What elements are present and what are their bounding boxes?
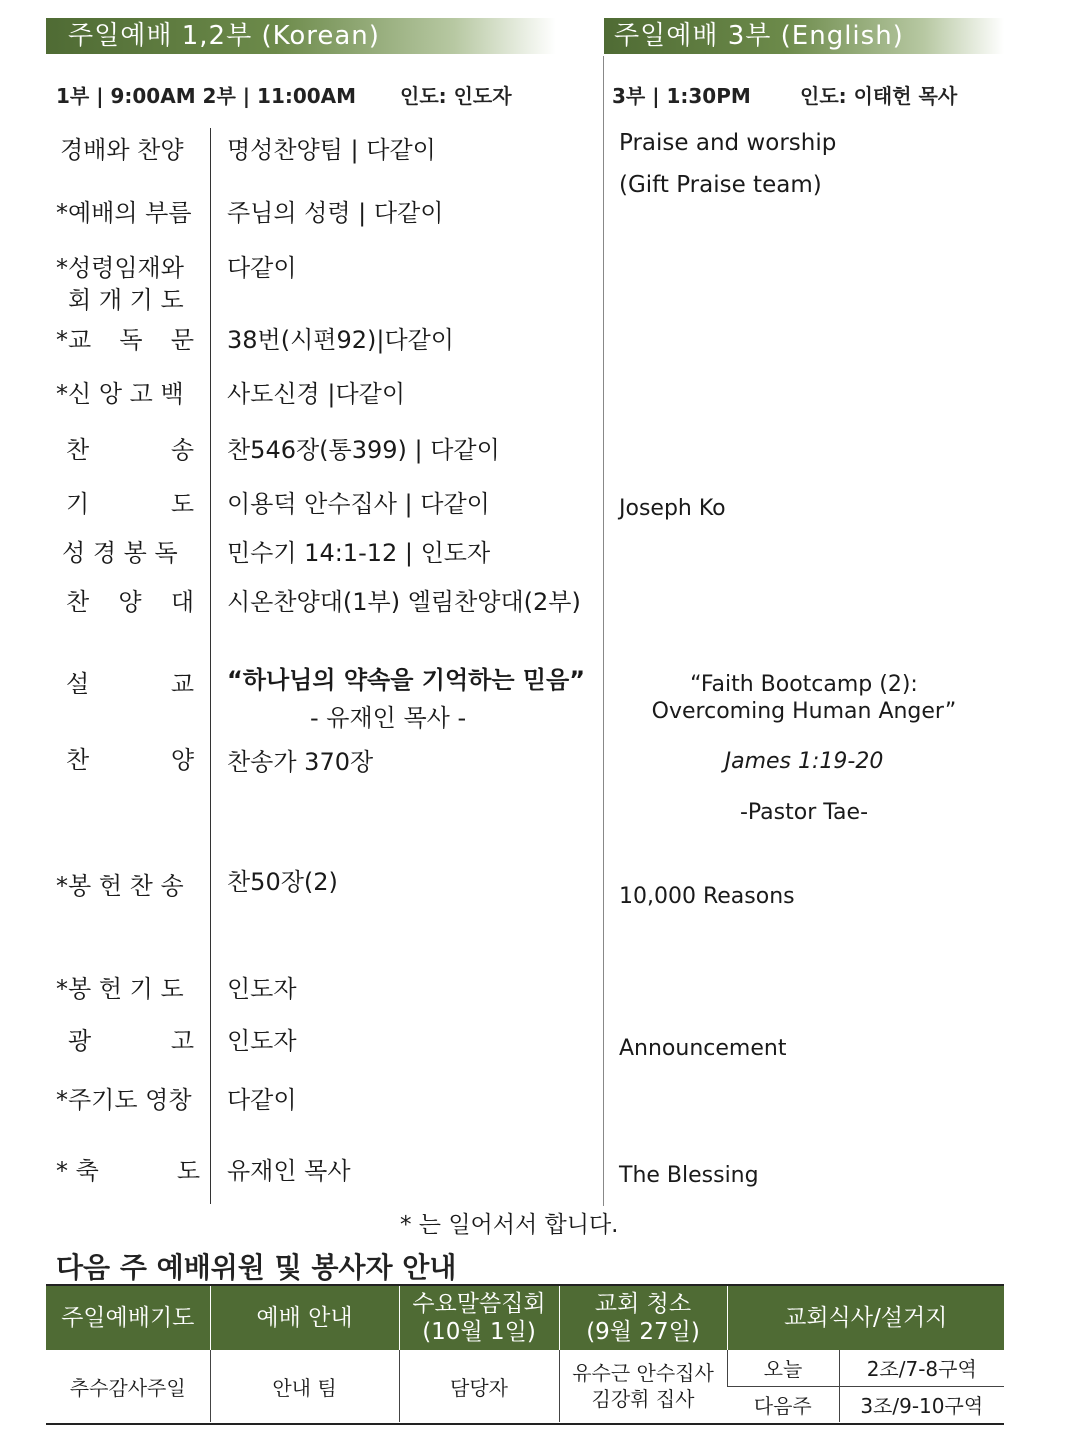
wednesday-cell: 담당자 <box>399 1350 559 1422</box>
english-praise-team: (Gift Praise team) <box>619 172 822 198</box>
english-blessing: The Blessing <box>619 1163 759 1188</box>
next-week-title: 다음 주 예배위원 및 봉사자 안내 <box>56 1251 457 1284</box>
today-value: 2조/7-8구역 <box>839 1350 1004 1386</box>
header-usher: 예배 안내 <box>210 1286 399 1350</box>
order-value: 명성찬양팀 | 다같이 <box>227 136 436 164</box>
order-label: 찬 송 <box>66 436 194 464</box>
english-praise: Praise and worship <box>619 130 837 156</box>
order-value: 사도신경 |다같이 <box>227 380 406 408</box>
english-prayer: Joseph Ko <box>619 496 726 521</box>
english-announcement: Announcement <box>619 1036 787 1061</box>
english-leader: 인도: 이태헌 목사 <box>800 84 958 108</box>
order-value: 시온찬양대(1부) 엘림찬양대(2부) <box>227 588 581 616</box>
order-label: 기 도 <box>66 490 194 518</box>
table-bottom-border <box>46 1423 1004 1425</box>
order-value: 38번(시편92)|다같이 <box>227 326 454 354</box>
korean-leader: 인도: 인도자 <box>400 84 512 108</box>
next-value: 3조/9-10구역 <box>839 1386 1004 1422</box>
english-service-time: 3부 | 1:30PM <box>612 84 751 108</box>
english-service-header: 주일예배 3부 (English) <box>604 18 1004 54</box>
korean-service-header: 주일예배 1,2부 (Korean) <box>46 18 556 54</box>
order-value: 유재인 목사 <box>227 1157 351 1185</box>
order-label: 성 경 봉 독 <box>62 539 178 567</box>
table-header-row <box>46 1286 1004 1350</box>
order-label: 회 개 기 도 <box>68 286 184 314</box>
sermon-title: “하나님의 약속을 기억하는 믿음” <box>227 666 586 694</box>
order-label: 설 교 <box>66 670 194 698</box>
order-label: *성령임재와 <box>56 254 184 282</box>
today-label: 오늘 <box>727 1350 839 1386</box>
label-divider <box>210 128 211 1204</box>
english-scripture: James 1:19-20 <box>724 749 884 774</box>
english-offering: 10,000 Reasons <box>619 884 795 909</box>
order-label: *주기도 영창 <box>56 1086 192 1114</box>
column-divider <box>603 56 604 1206</box>
table-row <box>46 1350 1004 1386</box>
volunteer-table <box>46 1286 1004 1422</box>
order-value: 찬546장(통399) | 다같이 <box>227 436 500 464</box>
sermon-preacher: - 유재인 목사 - <box>310 704 467 732</box>
header-wednesday: 수요말씀집회 (10월 1일) <box>399 1286 559 1350</box>
order-label: * 축 도 <box>56 1157 200 1185</box>
order-label: *봉 헌 찬 송 <box>56 872 184 900</box>
header-sunday-prayer: 주일예배기도 <box>46 1286 210 1350</box>
korean-service-times: 1부 | 9:00AM 2부 | 11:00AM <box>56 84 357 108</box>
order-value: 다같이 <box>227 1086 297 1114</box>
order-value: 다같이 <box>227 254 297 282</box>
order-value: 이용덕 안수집사 | 다같이 <box>227 490 490 518</box>
english-sermon-title-2: Overcoming Human Anger” <box>651 699 957 724</box>
next-label: 다음주 <box>753 1393 812 1418</box>
order-value: 주님의 성령 | 다같이 <box>227 199 444 227</box>
english-pastor: -Pastor Tae- <box>739 800 869 825</box>
order-value: 민수기 14:1-12 | 인도자 <box>227 539 491 567</box>
prayer-cell: 추수감사주일 <box>69 1375 186 1400</box>
order-label: *교 독 문 <box>56 326 194 354</box>
usher-cell: 안내 팀 <box>210 1350 399 1422</box>
order-label: 찬 양 <box>66 746 194 774</box>
order-value: 찬50장(2) <box>227 868 338 896</box>
order-label: *예배의 부름 <box>56 199 192 227</box>
header-cleaning: 교회 청소 (9월 27일) <box>559 1286 727 1350</box>
cleaning-cell: 유수근 안수집사 김강휘 집사 <box>559 1350 727 1422</box>
english-sermon-title-1: “Faith Bootcamp (2): <box>690 672 918 697</box>
order-label: *신 앙 고 백 <box>56 380 184 408</box>
order-label: *봉 헌 기 도 <box>56 975 184 1003</box>
order-value: 인도자 <box>227 975 297 1003</box>
header-meal: 교회식사/설거지 <box>727 1286 1004 1350</box>
order-label: 찬 양 대 <box>66 588 194 616</box>
standing-note: * 는 일어서서 합니다. <box>400 1212 619 1238</box>
order-label: 광 고 <box>68 1027 194 1055</box>
order-value: 찬송가 370장 <box>227 748 374 776</box>
order-value: 인도자 <box>227 1027 297 1055</box>
order-label: 경배와 찬양 <box>60 136 184 164</box>
